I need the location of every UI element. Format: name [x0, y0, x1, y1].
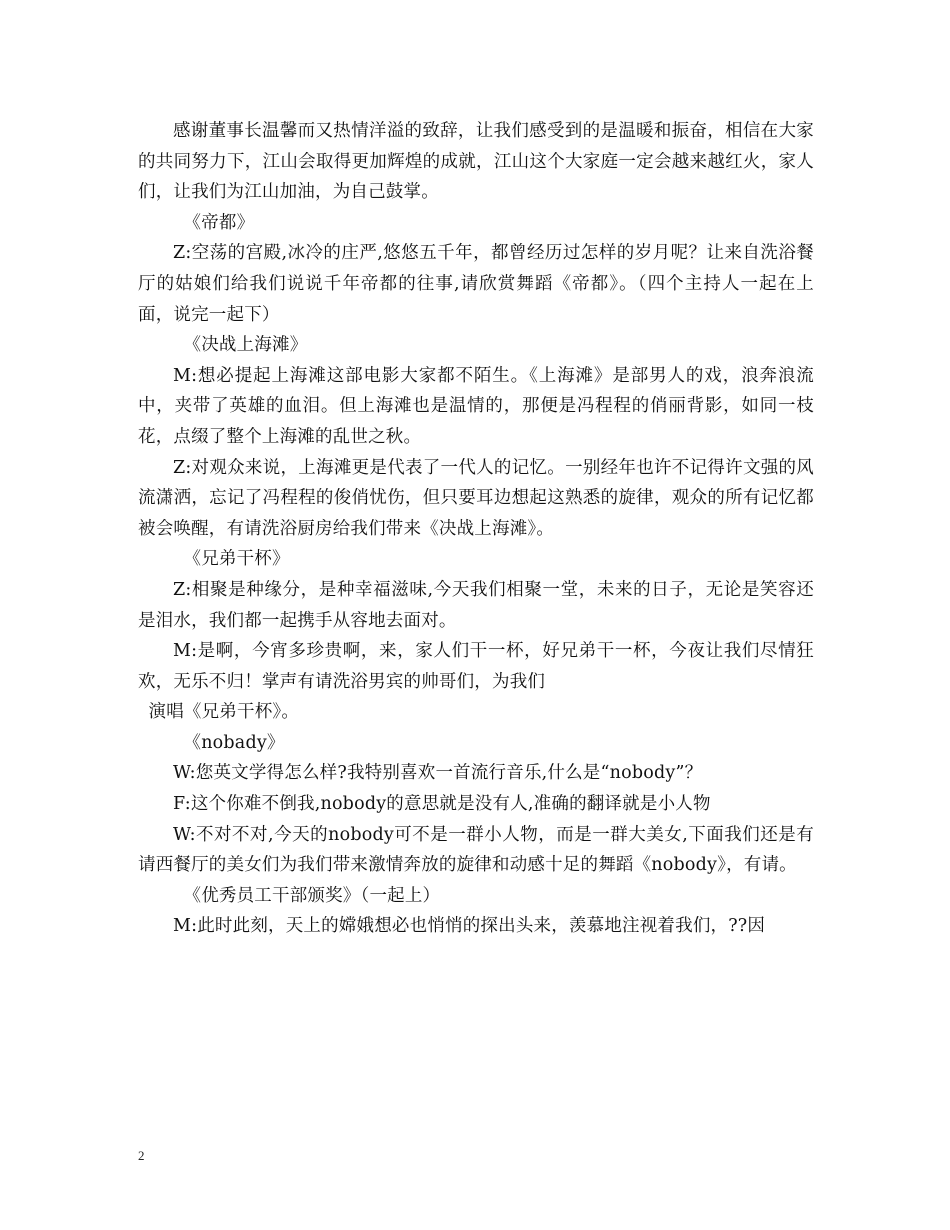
paragraph-nobody-w1: W:您英文学得怎么样?我特别喜欢一首流行音乐,什么是“nobody”？: [173, 763, 703, 784]
paragraph-xiongdi-z: Z:相聚是种缘分，是种幸福滋味,今天我们相聚一堂，未来的日子，无论是笑容还是泪水，我们都一起携手从容地去面对。: [138, 579, 814, 631]
paragraph-nobody-f: F:这个你难不倒我,nobody的意思就是没有人,准确的翻译就是小人物: [173, 794, 711, 815]
paragraph-xiongdi-m: M:是啊，今宵多珍贵啊，来，家人们干一杯，好兄弟干一杯，今夜让我们尽情狂欢，无乐不归！掌声有请洗浴男宾的帅哥们，为我们: [138, 641, 814, 692]
paragraph-chairman-thanks: 感谢董事长温馨而又热情洋溢的致辞，让我们感受到的是温暖和振奋，相信在大家的共同努力下，江山会取得更加辉煌的成就，江山这个大家庭一定会越来越红火，家人们，让我们为江山加油，为自己鼓掌。: [138, 121, 814, 203]
paragraph-xiongdi-continued: 演唱《兄弟干杯》。: [148, 702, 300, 723]
paragraph-award-m: M:此时此刻，天上的嫦娥想必也悄悄的探出头来，羡慕地注视着我们，??因: [173, 916, 766, 937]
paragraph-nobody-w2: W:不对不对,今天的nobody可不是一群小人物，而是一群大美女,下面我们还是有请西餐厅的美女们为我们带来激情奔放的旋律和动感十足的舞蹈《nobody》，有请。: [138, 824, 814, 876]
paragraph-didu-intro: Z:空荡的宫殿,冰冷的庄严,悠悠五千年，都曾经历过怎样的岁月呢？让来自洗浴餐厅的姑娘们给我们说说千年帝都的往事,请欣赏舞蹈《帝都》。（四个主持人一起在上面，说完一起下）: [138, 243, 814, 325]
program-title-xiongdi: 《兄弟干杯》: [183, 549, 290, 570]
program-title-shanghaitan: 《决战上海滩》: [183, 335, 308, 356]
program-title-nobady: 《nobady》: [183, 732, 285, 753]
program-title-award: 《优秀员工干部颁奖》（一起上）: [183, 885, 441, 906]
paragraph-shanghaitan-z: Z:对观众来说，上海滩更是代表了一代人的记忆。一别经年也许不记得许文强的风流潇洒，忘记了冯程程的俊俏忧伤，但只要耳边想起这熟悉的旋律，观众的所有记忆都被会唤醒，有请洗浴厨房给我们带来《决战上海滩》。: [138, 457, 814, 539]
document-body: [138, 116, 814, 942]
paragraph-shanghaitan-m: M:想必提起上海滩这部电影大家都不陌生。《上海滩》是部男人的戏，浪奔浪流中，夹带了英雄的血泪。但上海滩也是温情的，那便是冯程程的俏丽背影，如同一枝花，点缀了整个上海滩的乱世之秋。: [138, 365, 814, 447]
page-number: 2: [138, 1148, 145, 1163]
program-title-didu: 《帝都》: [183, 212, 255, 233]
